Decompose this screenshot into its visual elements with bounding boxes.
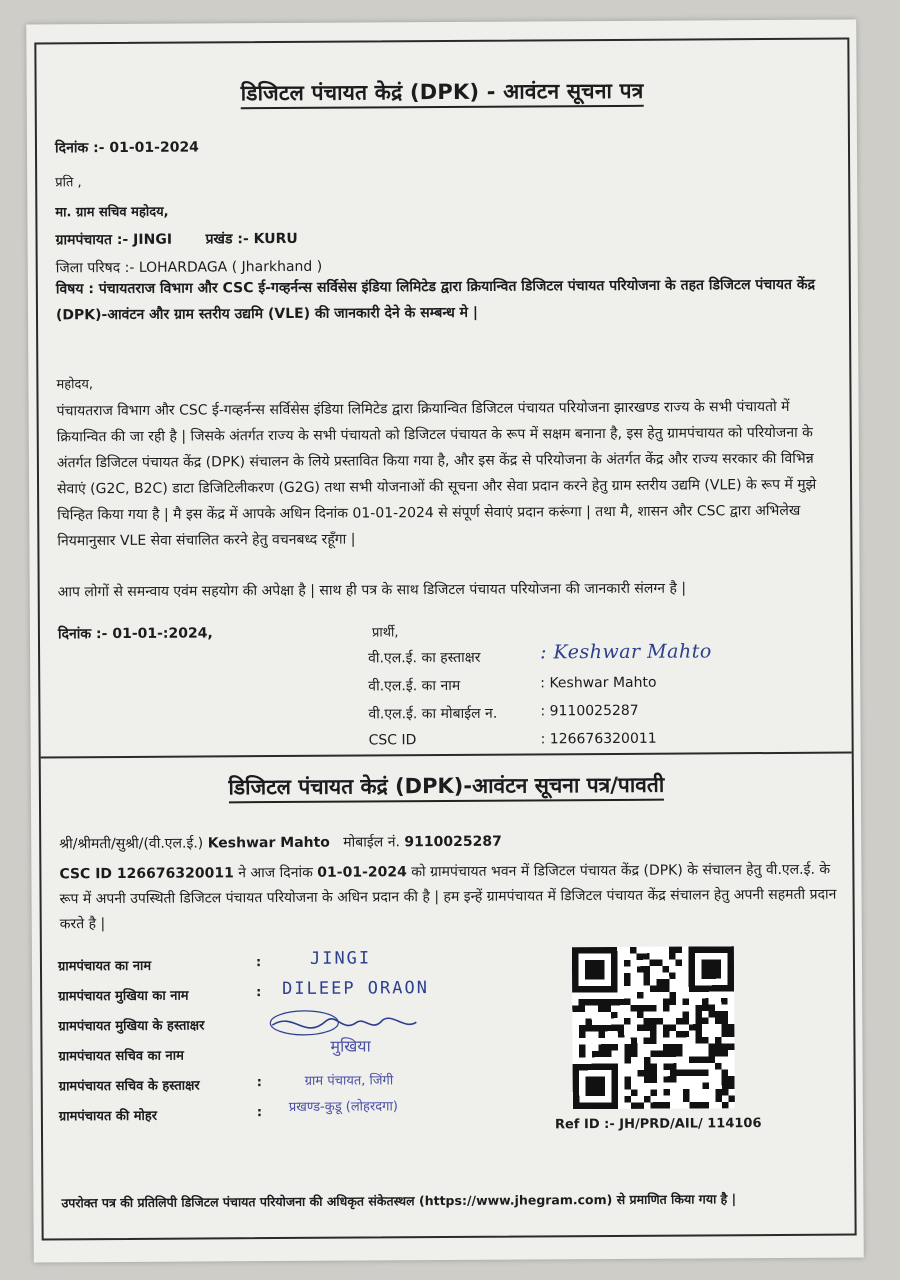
csc-id-bold: CSC ID 126676320011 xyxy=(59,865,234,883)
letter-sheet xyxy=(26,19,864,1262)
mukhiya-signature-label: ग्रामपंचायत मुखिया के हस्ताक्षर xyxy=(58,1018,205,1035)
panchayat-stamp-line1: ग्राम पंचायत, जिंगी xyxy=(304,1073,394,1089)
panchayat-name-label: ग्रामपंचायत का नाम xyxy=(57,958,152,975)
vle-mobile-value: : 9110025287 xyxy=(540,702,639,720)
csc-id-value: : 126676320011 xyxy=(540,730,657,748)
subject-line: विषय : पंचायतराज विभाग और CSC ई-गव्हर्नन्स सर्विसेस इंडिया लिमिटेड द्वारा क्रियान्वित डिजिटल पंचायत परियोजना के तहत डिजिटल पंचायत केंद्र (DPK)-आवंटन और ग्राम स्तरीय उद्यमि (VLE) की जानकारी देने के सम्बन्ध मे | xyxy=(55,276,816,324)
panchayat-name-value: JINGI xyxy=(309,948,372,969)
letter-date-2: दिनांक :- 01-01-:2024, xyxy=(57,625,213,643)
mobile-value: 9110025287 xyxy=(404,833,502,851)
letter-title: डिजिटल पंचायत केद्रं (DPK) - आवंटन सूचना पत्र xyxy=(37,76,848,109)
mukhiya-name-label: ग्रामपंचायत मुखिया का नाम xyxy=(58,988,189,1005)
letter-frame xyxy=(34,38,856,1241)
prarthi-label: प्रार्थी, xyxy=(371,625,399,641)
salutation: महोदय, xyxy=(56,377,94,393)
ref-id: Ref ID :- JH/PRD/AIL/ 114106 xyxy=(554,1116,762,1133)
receipt-paragraph xyxy=(59,858,844,938)
colon: : xyxy=(256,1075,262,1091)
sachiv-signature-label: ग्रामपंचायत सचिव के हस्ताक्षर xyxy=(58,1078,200,1095)
vle-name-label: वी.एल.ई. का नाम xyxy=(368,677,461,695)
receipt-text-a: ने आज दिनांक xyxy=(233,864,318,882)
panchayat-details xyxy=(57,948,430,1136)
vle-prefix: श्री/श्रीमती/सुश्री/(वी.एल.ई.) xyxy=(59,835,204,853)
mukhiya-stamp-text: मुखिया xyxy=(330,1036,371,1056)
prati-label: प्रति , xyxy=(55,175,82,191)
receipt-text-b: को ग्रामपंचायत भवन में डिजिटल पंचायत केंद्र (DPK) के संचालन हेतु वी.एल.ई. के रूप में अपनी उपस्थिती डिजिटल पंचायत परियोजना के अधिन प्रदान की है | हम इन्हें ग्रामपंचायत में डिजिटल पंचायत केंद्र संचालन हेतु अपनी सहमती प्रदान करते है | xyxy=(59,861,837,933)
zila-parishad: जिला परिषद :- LOHARDAGA ( Jharkhand ) xyxy=(55,258,323,277)
colon: : xyxy=(255,955,262,971)
panchayat-seal-label: ग्रामपंचायत की मोहर xyxy=(58,1108,158,1125)
vle-name: Keshwar Mahto xyxy=(207,834,330,852)
vle-signature-label: वी.एल.ई. का हस्ताक्षर xyxy=(368,649,481,667)
mukhiya-name-value: DILEEP ORAON xyxy=(282,978,430,1000)
panchayat-stamp-line2: प्रखण्ड-कुडू (लोहरदगा) xyxy=(288,1099,398,1115)
vle-signature: : Keshwar Mahto xyxy=(540,640,712,664)
vle-mobile-label: वी.एल.ई. का मोबाईल न. xyxy=(368,705,498,723)
section-divider xyxy=(41,752,852,759)
body-paragraph: पंचायतराज विभाग और CSC ई-गव्हर्नन्स सर्विसेस इंडिया लिमिटेड द्वारा क्रियान्वित डिजिटल पंचायत परियोजना झारखण्ड राज्य के सभी पंचायतो में क्रियान्वित की जा रही है | जिसके अंतर्गत राज्य के सभी पंचायतो को डिजिटल पंचायत के रूप में सक्षम बनाना है, इस हेतु ग्रामपंचायत को परियोजना के अंतर्गत डिजिटल पंचायत केंद्र (DPK) संचालन के लिये प्रस्तावित किया गया है, और इस केंद्र से परियोजना के अंतर्गत केंद्र और राज्य सरकार की विभिन्न सेवाएं (G2C, B2C) डाटा डिजिटिलीकरण (G2G) तथा सभी योजनाओं की सूचना और सेवा प्रदान करने हेतु ग्राम स्तरीय उद्यमि (VLE) के रूप में मुझे चिन्हित किया गया है | मै इस केंद्र में आपके अधिन दिनांक 01-01-2024 से संपूर्ण सेवाएं प्रदान करूंगा | तथा मै, शासन और CSC द्वारा अभिलेख नियमानुसार VLE सेवा संचालित करने हेतु वचनबध्द रहूँगा | xyxy=(56,398,817,550)
vle-name-value: : Keshwar Mahto xyxy=(540,674,657,692)
qr-code-image xyxy=(572,946,735,1109)
mobile-label: मोबाईल नं. xyxy=(343,834,400,851)
colon: : xyxy=(256,985,262,1001)
recipient: मा. ग्राम सचिव महोदय, xyxy=(55,204,169,221)
footer-note: उपरोक्त पत्र की प्रतिलिपी डिजिटल पंचायत परियोजना की अधिकृत संकेतस्थल (https://www.jhegram.com) से प्रमाणित किया गया है | xyxy=(61,1191,737,1211)
closing-line: आप लोगों से समन्वाय एवंम सहयोग की अपेक्षा है | साथ ही पत्र के साथ डिजिटल पंचायत परियोजना की जानकारी संलग्न है | xyxy=(57,580,687,601)
vle-details xyxy=(368,640,712,760)
receipt-date: 01-01-2024 xyxy=(317,864,407,881)
gram-panchayat: ग्रामपंचायत :- JINGI xyxy=(55,231,173,249)
sachiv-name-label: ग्रामपंचायत सचिव का नाम xyxy=(58,1048,184,1065)
prakhand: प्रखंड :- KURU xyxy=(205,230,298,248)
colon: : xyxy=(256,1105,263,1121)
letter-date: दिनांक :- 01-01-2024 xyxy=(54,139,199,157)
csc-id-label: CSC ID xyxy=(368,732,417,749)
receipt-title: डिजिटल पंचायत केद्रं (DPK)-आवंटन सूचना पत्र/पावती xyxy=(41,770,852,803)
vle-line xyxy=(59,832,502,854)
qr-code xyxy=(572,946,735,1109)
